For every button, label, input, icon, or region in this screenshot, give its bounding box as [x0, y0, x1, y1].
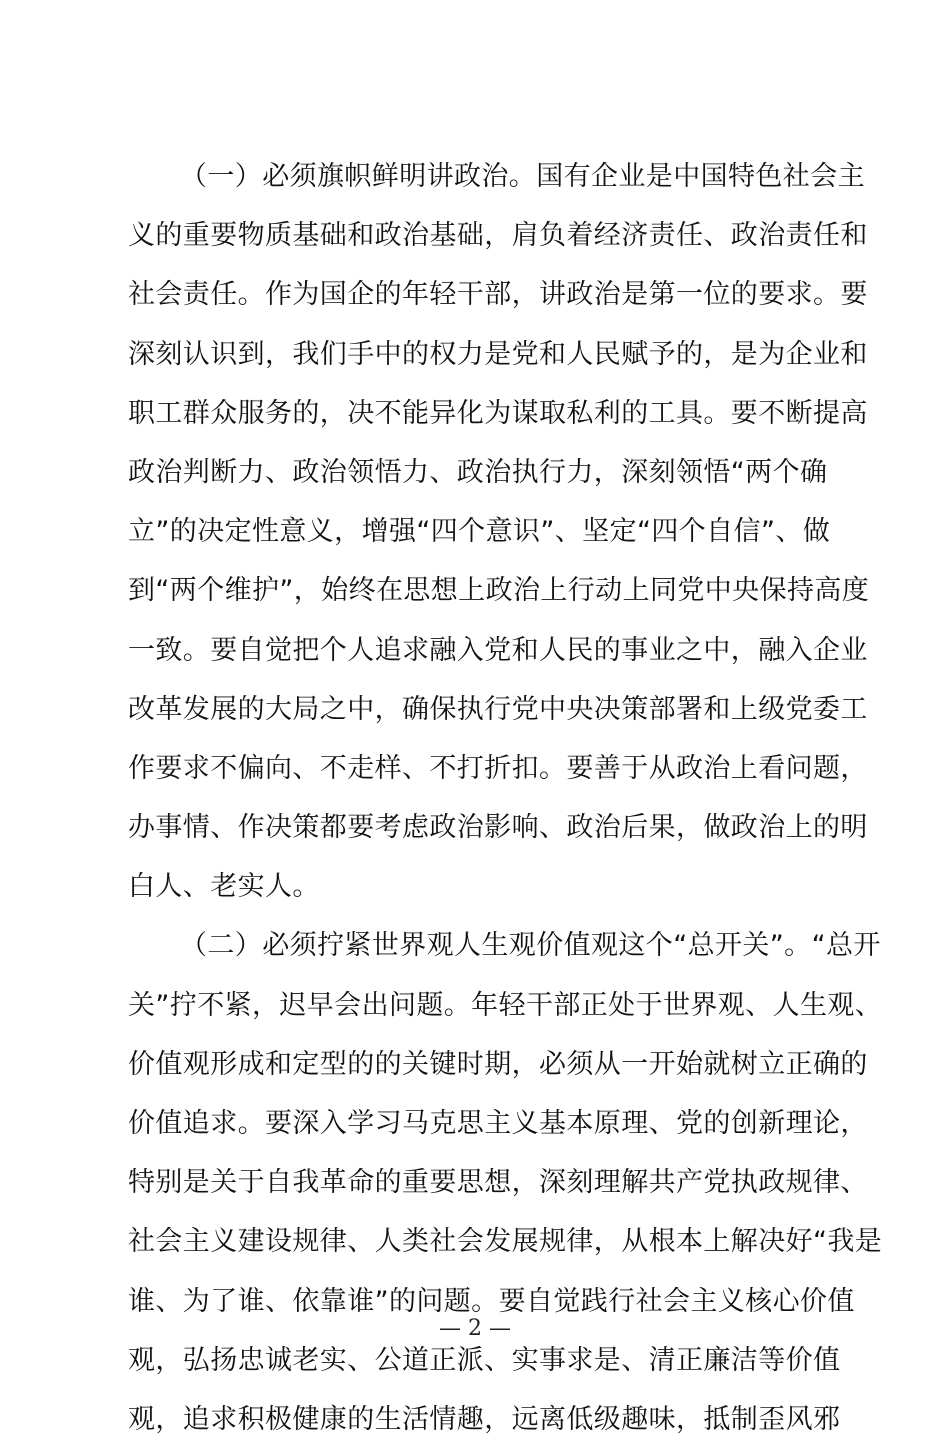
paragraph-1-line-10: 改革发展的大局之中，确保执行党中央决策部署和上级党委工 — [128, 693, 868, 725]
paragraph-1-line-12: 办事情、作决策都要考虑政治影响、政治后果，做政治上的明 — [128, 812, 868, 844]
page-number: — 2 — — [439, 1316, 511, 1341]
paragraph-1-line-7: 立”的决定性意义，增强“四个意识”、坚定“四个自信”、做 — [128, 516, 831, 548]
paragraph-2-line-8: 观，弘扬忠诚老实、公道正派、实事求是、清正廉洁等价值 — [128, 1344, 841, 1376]
paragraph-1-line-2: 义的重要物质基础和政治基础，肩负着经济责任、政治责任和 — [128, 220, 868, 252]
paragraph-2-line-7: 谁、为了谁、依靠谁”的问题。要自觉践行社会主义核心价值 — [128, 1285, 855, 1317]
body-text — [128, 147, 883, 1449]
paragraph-2-line-6: 社会主义建设规律、人类社会发展规律，从根本上解决好“我是 — [128, 1226, 883, 1258]
paragraph-1-line-6: 政治判断力、政治领悟力、政治执行力，深刻领悟“两个确 — [128, 456, 828, 488]
paragraph-1-line-11: 作要求不偏向、不走样、不打折扣。要善于从政治上看问题， — [128, 752, 868, 784]
paragraph-1-line-3: 社会责任。作为国企的年轻干部，讲政治是第一位的要求。要 — [128, 279, 868, 311]
paragraph-1-line-13: 白人、老实人。 — [128, 871, 320, 903]
paragraph-2-line-9: 观，追求积极健康的生活情趣，远离低级趣味，抵制歪风邪 — [128, 1403, 841, 1435]
paragraph-1-line-1: （一）必须旗帜鲜明讲政治。国有企业是中国特色社会主 — [180, 161, 865, 192]
paragraph-2-line-5: 特别是关于自我革命的重要思想，深刻理解共产党执政规律、 — [128, 1167, 868, 1199]
paragraph-2-line-1: （二）必须拧紧世界观人生观价值观这个“总开关”。“总开 — [180, 930, 881, 962]
paragraph-1-line-9: 一致。要自觉把个人追求融入党和人民的事业之中，融入企业 — [128, 634, 868, 666]
paragraph-2-line-3: 价值观形成和定型的的关键时期，必须从一开始就树立正确的 — [128, 1048, 868, 1080]
paragraph-2-line-2: 关”拧不紧，迟早会出问题。年轻干部正处于世界观、人生观、 — [128, 989, 883, 1021]
paragraph-1-line-4: 深刻认识到，我们手中的权力是党和人民赋予的，是为企业和 — [128, 338, 868, 370]
paragraph-1-line-5: 职工群众服务的，决不能异化为谋取私利的工具。要不断提高 — [128, 397, 868, 429]
paragraph-1-line-8: 到“两个维护”，始终在思想上政治上行动上同党中央保持高度 — [128, 575, 870, 607]
paragraph-2-line-4: 价值追求。要深入学习马克思主义基本原理、党的创新理论， — [128, 1108, 868, 1139]
